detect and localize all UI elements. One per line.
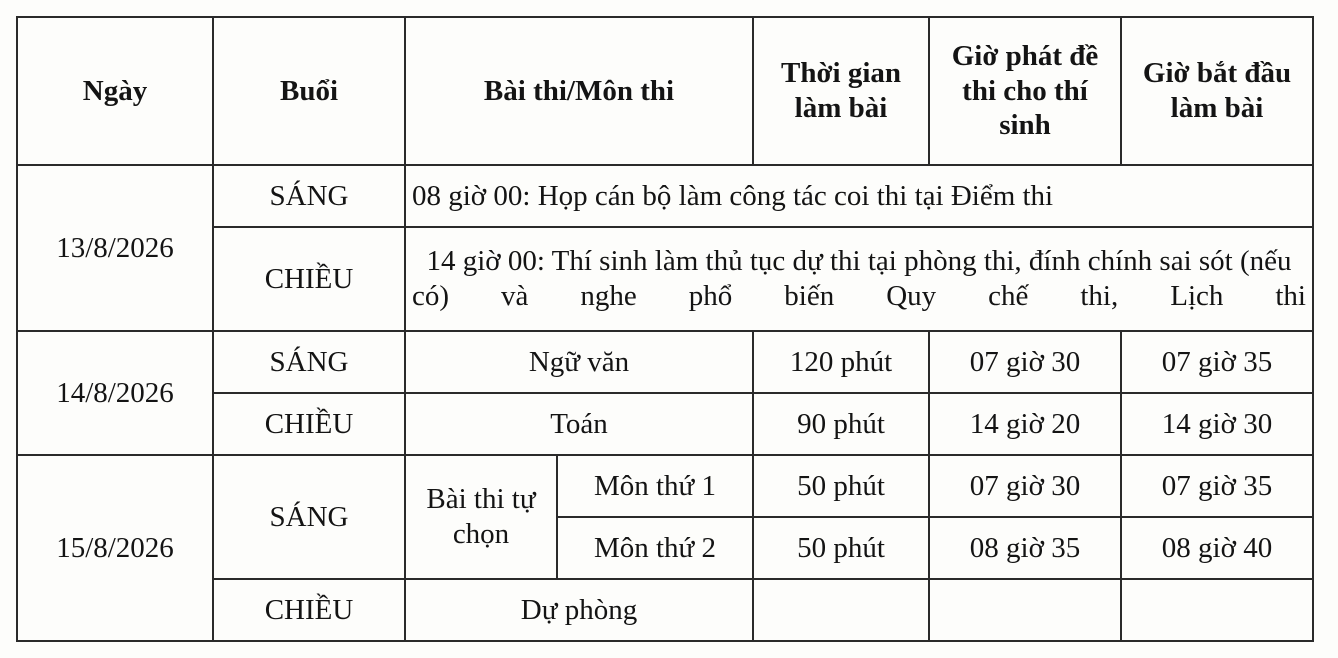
session-cell: SÁNG bbox=[213, 165, 405, 227]
header-gio-bat-dau: Giờ bắt đầu làm bài bbox=[1121, 17, 1313, 165]
subject-cell: Môn thứ 1 bbox=[557, 455, 753, 517]
table-row bbox=[17, 165, 1313, 227]
duration-cell: 120 phút bbox=[753, 331, 929, 393]
duration-cell bbox=[753, 579, 929, 641]
date-cell: 13/8/2026 bbox=[17, 165, 213, 331]
header-gio-phat-de: Giờ phát đề thi cho thí sinh bbox=[929, 17, 1121, 165]
subject-cell: Môn thứ 2 bbox=[557, 517, 753, 579]
start-time-cell: 08 giờ 40 bbox=[1121, 517, 1313, 579]
header-row bbox=[17, 17, 1313, 165]
subject-cell: Toán bbox=[405, 393, 753, 455]
elective-group-cell: Bài thi tự chọn bbox=[405, 455, 557, 579]
header-ngay: Ngày bbox=[17, 17, 213, 165]
start-time-cell: 07 giờ 35 bbox=[1121, 455, 1313, 517]
table-row bbox=[17, 331, 1313, 393]
start-time-cell: 14 giờ 30 bbox=[1121, 393, 1313, 455]
distribute-time-cell: 08 giờ 35 bbox=[929, 517, 1121, 579]
table-row bbox=[17, 455, 1313, 517]
header-buoi: Buổi bbox=[213, 17, 405, 165]
session-cell: CHIỀU bbox=[213, 227, 405, 331]
subject-cell: Ngữ văn bbox=[405, 331, 753, 393]
note-cell: 08 giờ 00: Họp cán bộ làm công tác coi thi tại Điểm thi bbox=[405, 165, 1313, 227]
distribute-time-cell bbox=[929, 579, 1121, 641]
distribute-time-cell: 07 giờ 30 bbox=[929, 455, 1121, 517]
session-cell: CHIỀU bbox=[213, 579, 405, 641]
start-time-cell: 07 giờ 35 bbox=[1121, 331, 1313, 393]
date-cell: 14/8/2026 bbox=[17, 331, 213, 455]
session-cell: SÁNG bbox=[213, 331, 405, 393]
session-cell: CHIỀU bbox=[213, 393, 405, 455]
duration-cell: 90 phút bbox=[753, 393, 929, 455]
session-cell: SÁNG bbox=[213, 455, 405, 579]
subject-cell: Dự phòng bbox=[405, 579, 753, 641]
duration-cell: 50 phút bbox=[753, 455, 929, 517]
duration-cell: 50 phút bbox=[753, 517, 929, 579]
distribute-time-cell: 07 giờ 30 bbox=[929, 331, 1121, 393]
start-time-cell bbox=[1121, 579, 1313, 641]
header-thoi-gian: Thời gian làm bài bbox=[753, 17, 929, 165]
header-bai-thi: Bài thi/Môn thi bbox=[405, 17, 753, 165]
note-cell: 14 giờ 00: Thí sinh làm thủ tục dự thi tại phòng thi, đính chính sai sót (nếu có) và nghe phổ biến Quy chế thi, Lịch thi bbox=[405, 227, 1313, 331]
exam-schedule-table bbox=[16, 16, 1314, 642]
distribute-time-cell: 14 giờ 20 bbox=[929, 393, 1121, 455]
date-cell: 15/8/2026 bbox=[17, 455, 213, 641]
